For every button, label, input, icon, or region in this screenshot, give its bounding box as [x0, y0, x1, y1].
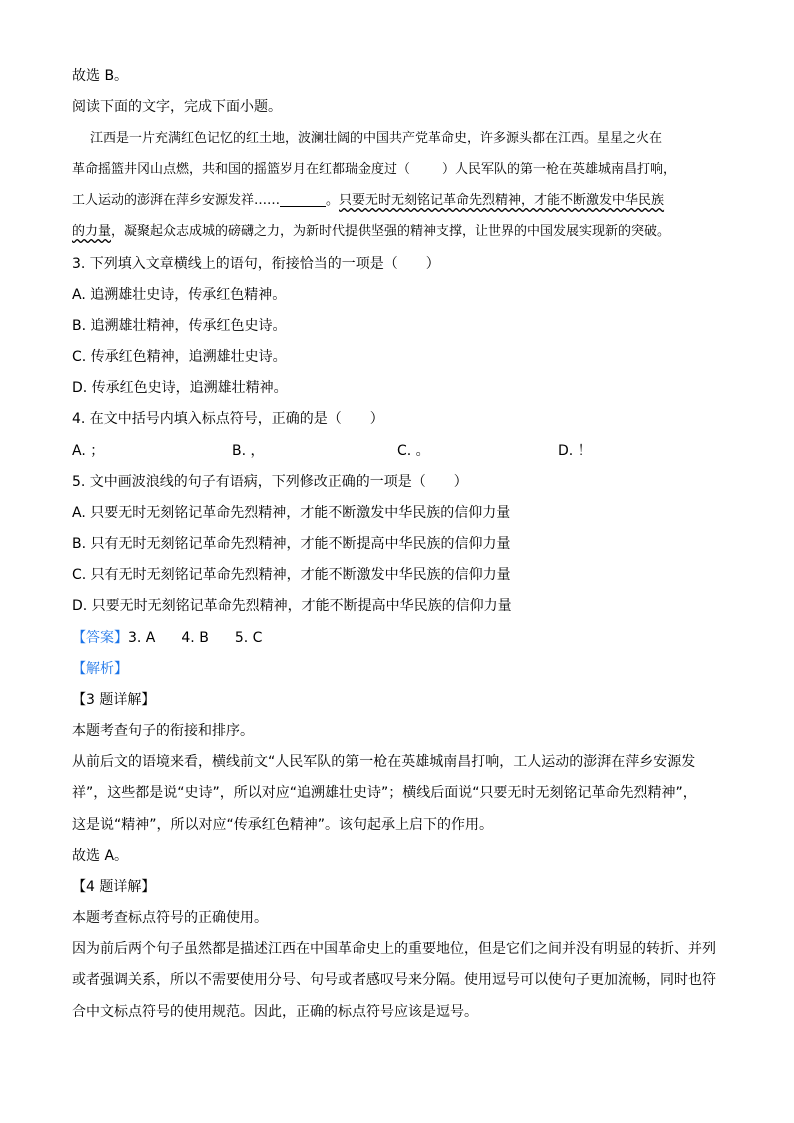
answer-line [72, 628, 262, 648]
q5-option-d: D. 只要无时无刻铭记革命先烈精神，才能不断提高中华民族的信仰力量 [72, 598, 512, 614]
passage-line-3b: 。 [326, 193, 340, 208]
passage-line-2 [72, 160, 717, 180]
passage-line-4 [72, 222, 717, 242]
q4-option-a: A. ； [72, 443, 105, 459]
answer-3: 3. A [128, 630, 156, 646]
detail4-line-1: 本题考查标点符号的正确使用。 [72, 910, 268, 926]
passage-line-2a: 革命摇篮井冈山点燃，共和国的摇篮岁月在红都瑞金度过（ [72, 162, 411, 177]
q5-option-a: A. 只要无时无刻铭记革命先烈精神，才能不断激发中华民族的信仰力量 [72, 505, 511, 521]
q4-options [72, 441, 592, 461]
analysis-label: 【解析】 [72, 661, 128, 677]
q4-option-c: C. 。 [397, 443, 430, 459]
detail3-heading: 【3 题详解】 [72, 692, 156, 708]
passage-line-3a: 工人运动的澎湃在萍乡安源发祥…… [72, 193, 281, 208]
fill-blank-line [280, 192, 326, 207]
q4-option-d: D. ！ [558, 443, 592, 459]
detail3-line-5: 故选 A。 [72, 848, 129, 864]
q5-option-b: B. 只有无时无刻铭记革命先烈精神，才能不断提高中华民族的信仰力量 [72, 536, 511, 552]
detail3-line-3: 祥”，这些都是说“史诗”，所以对应“追溯雄壮史诗”；横线后面说“只要无时无刻铭记革命先烈精神”， [72, 785, 697, 801]
detail3-line-1: 本题考查句子的衔接和排序。 [72, 723, 254, 739]
q3-option-c: C. 传承红色精神，追溯雄壮史诗。 [72, 349, 287, 365]
prev-conclusion: 故选 B。 [72, 68, 129, 84]
detail4-heading: 【4 题详解】 [72, 879, 156, 895]
answer-5: 5. C [234, 630, 263, 646]
q5-option-c: C. 只有无时无刻铭记革命先烈精神，才能不断激发中华民族的信仰力量 [72, 567, 511, 583]
passage-line-1: 江西是一片充满红色记忆的红土地，波澜壮阔的中国共产党革命史，许多源头都在江西。星星之火在 [90, 131, 663, 146]
q5-stem: 5. 文中画波浪线的句子有语病，下列修改正确的一项是（ ） [72, 474, 468, 490]
answer-4: 4. B [181, 630, 209, 646]
detail4-line-3: 或者强调关系，所以不需要使用分号、句号或者感叹号来分隔。使用逗号可以使句子更加流畅，同时也符 [72, 972, 716, 988]
detail3-line-2: 从前后文的语境来看，横线前文“人民军队的第一枪在英雄城南昌打响，工人运动的澎湃在萍乡安源发 [72, 754, 696, 770]
answer-label: 【答案】 [72, 630, 128, 646]
detail3-line-4: 这是说“精神”，所以对应“传承红色精神”。该句起承上启下的作用。 [72, 817, 494, 833]
q3-option-b: B. 追溯雄壮精神，传承红色史诗。 [72, 318, 287, 334]
wavy-sentence-part-2: 的力量 [72, 224, 112, 239]
detail4-line-4: 合中文标点符号的使用规范。因此，正确的标点符号应该是逗号。 [72, 1004, 478, 1020]
passage-line-3 [72, 191, 717, 211]
passage-line-2b: ）人民军队的第一枪在英雄城南昌打响， [442, 162, 677, 177]
reading-instruction: 阅读下面的文字，完成下面小题。 [72, 99, 282, 115]
q4-stem: 4. 在文中括号内填入标点符号，正确的是（ ） [72, 411, 384, 427]
q4-option-b: B. ， [232, 443, 265, 459]
passage-line-4b: ，凝聚起众志成城的磅礴之力，为新时代提供坚强的精神支撑，让世界的中国发展实现新的突破。 [111, 224, 671, 239]
q3-stem: 3. 下列填入文章横线上的语句，衔接恰当的一项是（ ） [72, 256, 440, 272]
q3-option-a: A. 追溯雄壮史诗，传承红色精神。 [72, 287, 287, 303]
wavy-sentence-part-1: 只要无时无刻铭记革命先烈精神，才能不断激发中华民族 [339, 193, 665, 208]
q3-option-d: D. 传承红色史诗，追溯雄壮精神。 [72, 380, 288, 396]
detail4-line-2: 因为前后两个句子虽然都是描述江西在中国革命史上的重要地位，但是它们之间并没有明显的转折、并列 [72, 941, 716, 957]
